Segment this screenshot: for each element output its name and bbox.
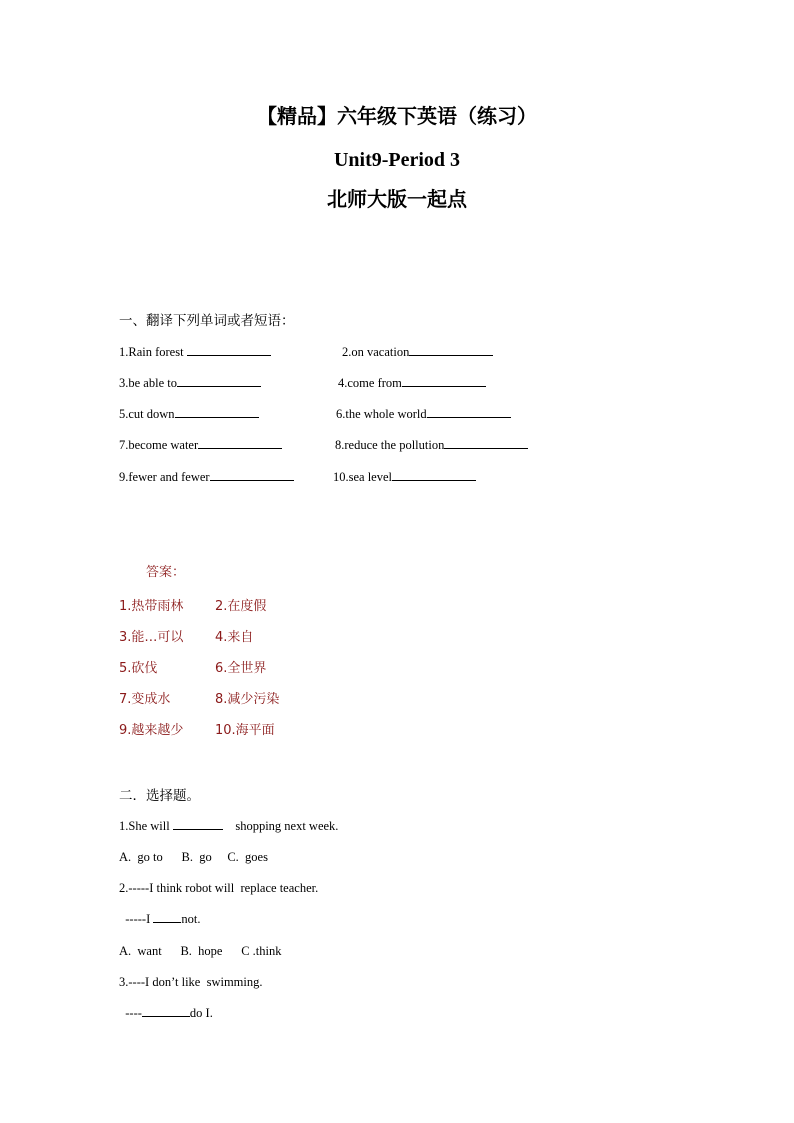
question-3-stem: 3.----I don’t like swimming. <box>119 975 263 989</box>
question-2-options: A. want B. hope C .think <box>119 944 282 958</box>
question-2-stem: 2.-----I think robot will replace teacher. <box>119 881 319 895</box>
answer-item: 9.越来越少 <box>119 723 184 738</box>
answer-item: 8.减少污染 <box>215 692 280 707</box>
edition-title: 北师大版一起点 <box>327 189 467 211</box>
question-1-stem: 1.She will shopping next week. <box>119 819 339 833</box>
answer-item: 3.能…可以 <box>119 630 184 645</box>
answers-heading: 答案： <box>146 565 186 580</box>
section1-heading: 一、翻译下列单词或者短语： <box>119 313 295 329</box>
vocab-item: 6.the whole world <box>336 406 511 422</box>
vocab-item: 1.Rain forest <box>119 344 271 360</box>
question-3-reply: ---- do I. <box>119 1006 213 1020</box>
question-2-reply: -----I not. <box>119 912 201 926</box>
answer-item: 5.砍伐 <box>119 661 158 676</box>
vocab-item: 9.fewer and fewer <box>119 469 294 485</box>
vocab-item: 2.on vacation <box>342 344 493 360</box>
vocab-item: 4.come from <box>338 375 486 391</box>
answer-item: 6.全世界 <box>215 661 267 676</box>
vocab-item: 7.become water <box>119 437 282 453</box>
unit-title: Unit9-Period 3 <box>333 149 461 171</box>
answer-item: 1.热带雨林 <box>119 599 184 614</box>
answer-item: 2.在度假 <box>215 599 267 614</box>
vocab-item: 3.be able to <box>119 375 261 391</box>
vocab-item: 5.cut down <box>119 406 259 422</box>
document-title: 【精品】六年级下英语（练习） <box>257 106 537 128</box>
answer-item: 7.变成水 <box>119 692 171 707</box>
vocab-item: 10.sea level <box>333 469 476 485</box>
vocab-item: 8.reduce the pollution <box>335 437 528 453</box>
section2-heading: 二．选择题。 <box>119 788 200 804</box>
answer-item: 4.来自 <box>215 630 254 645</box>
answer-item: 10.海平面 <box>215 723 275 738</box>
question-1-options: A. go to B. go C. goes <box>119 850 268 864</box>
